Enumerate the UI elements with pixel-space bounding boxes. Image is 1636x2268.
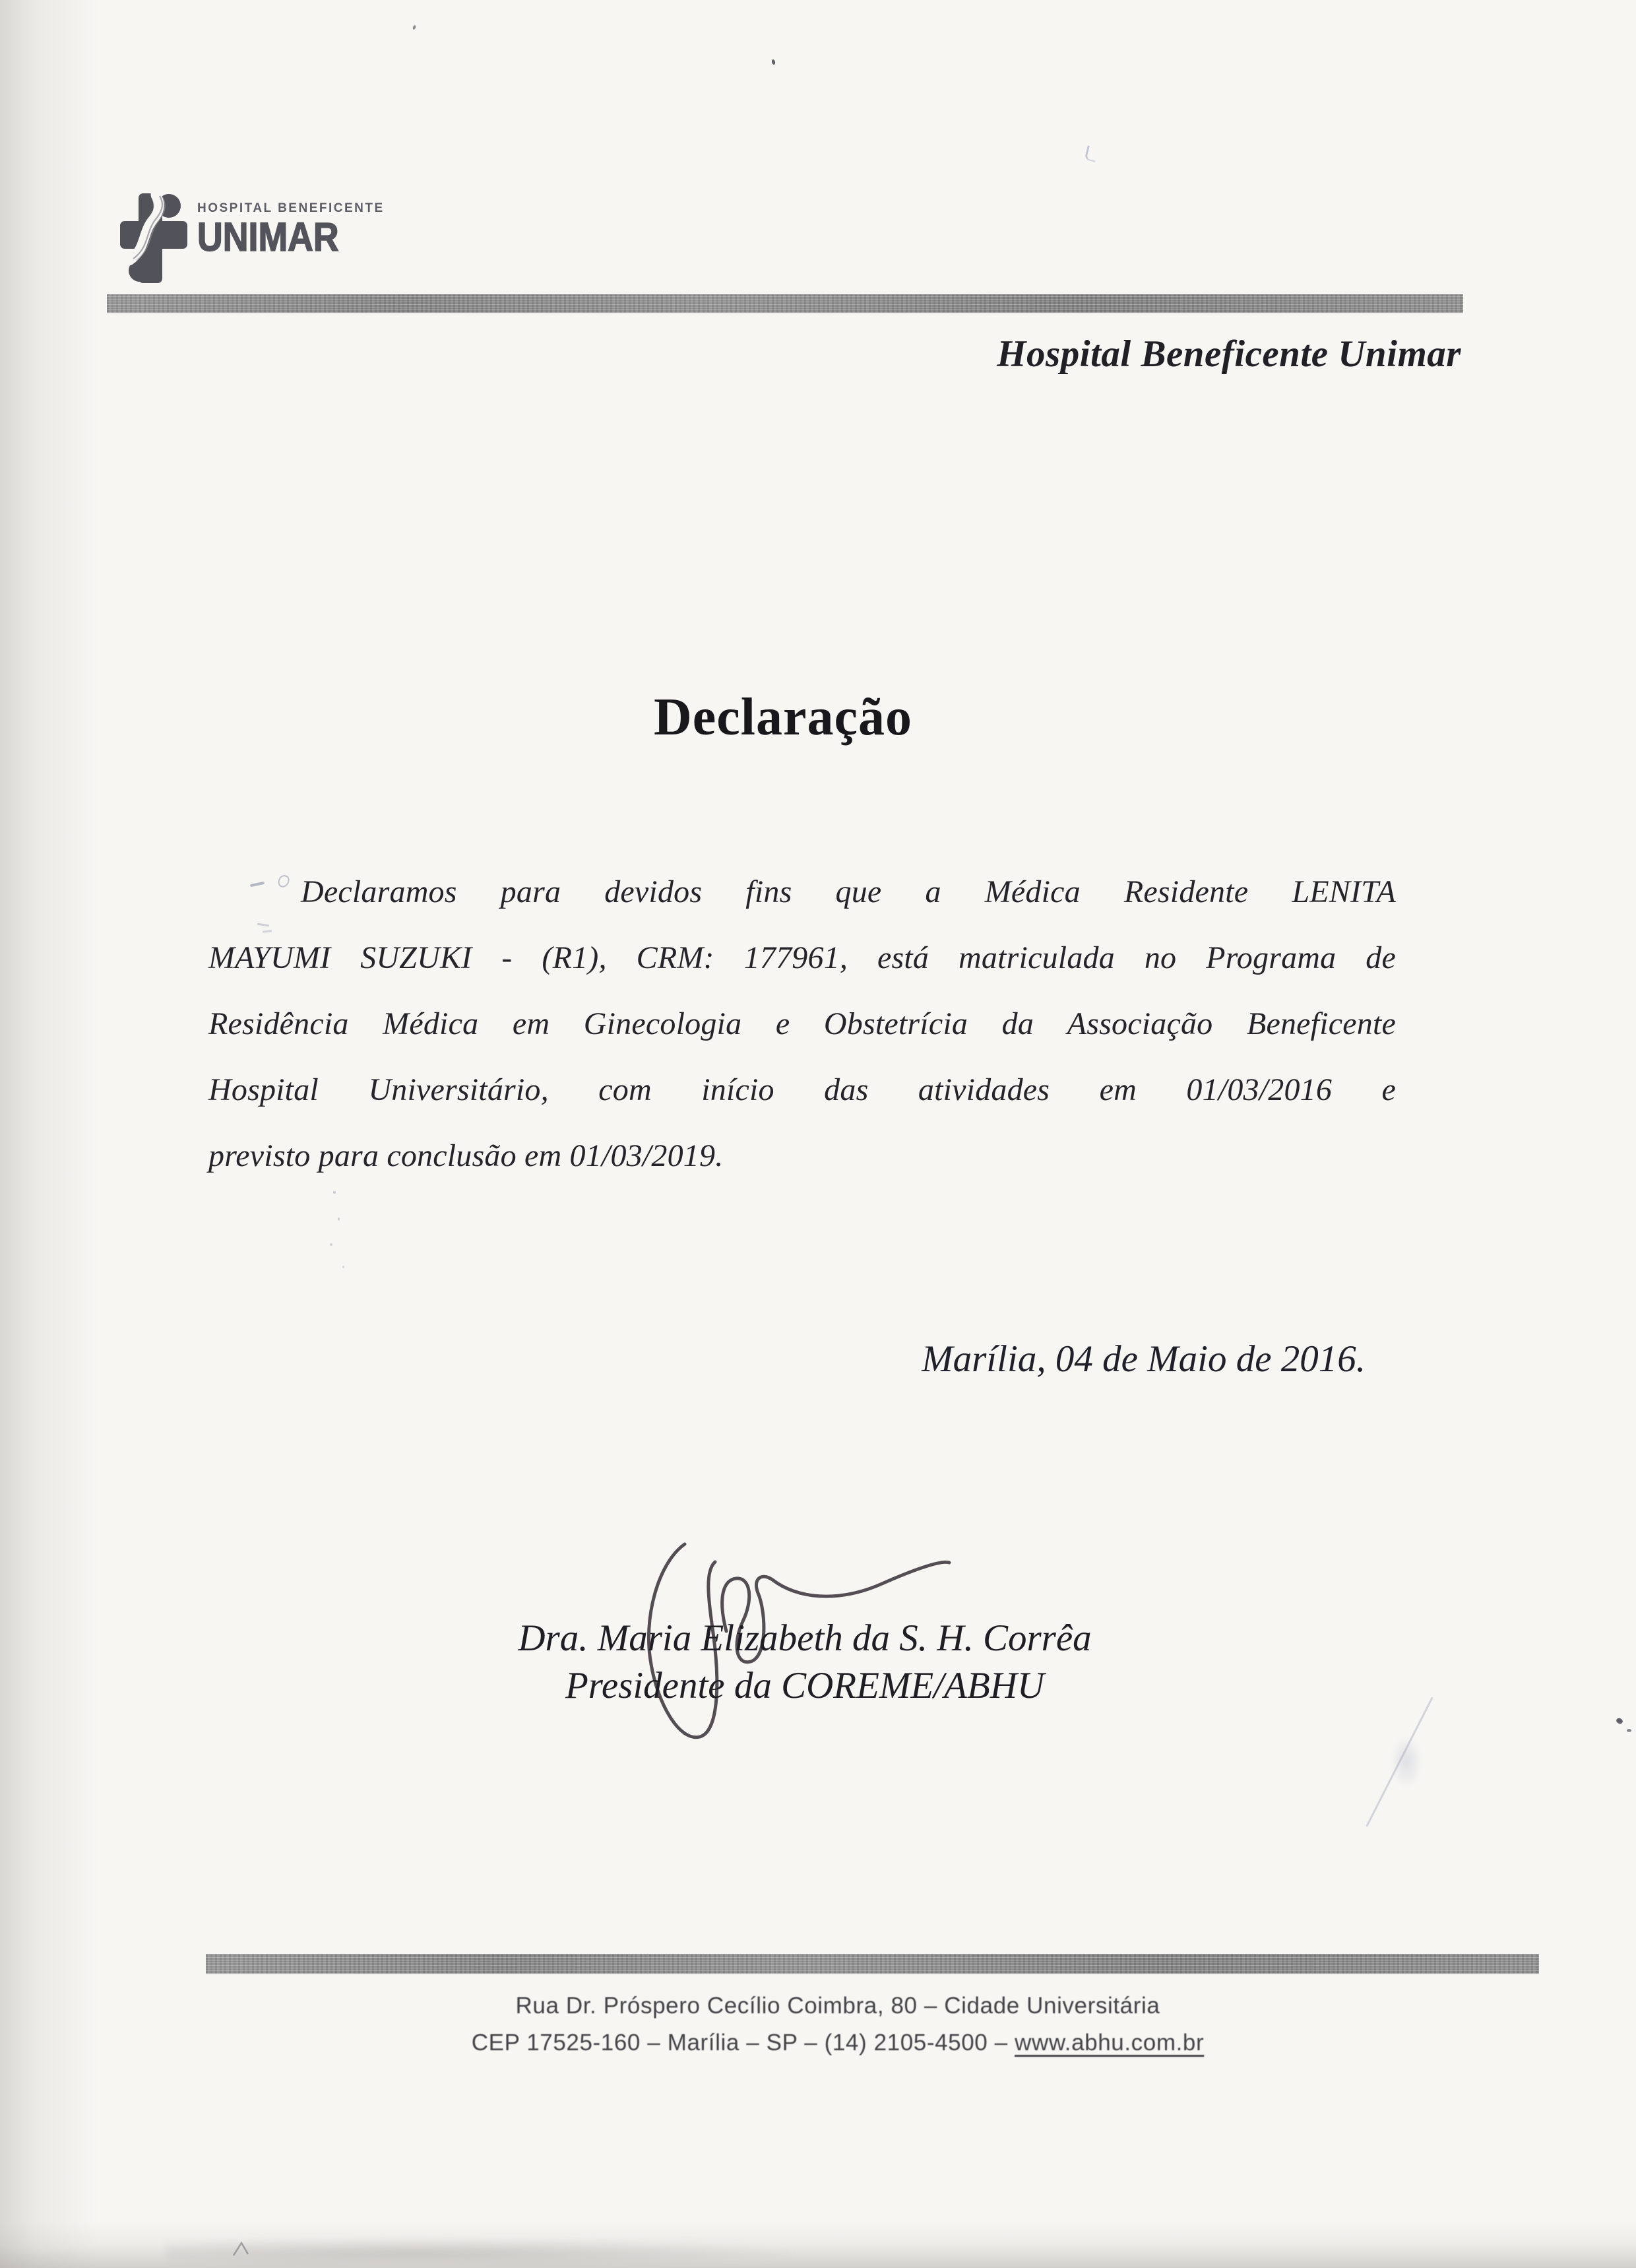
org-name: Hospital Beneficente Unimar bbox=[997, 333, 1461, 375]
scan-smudge bbox=[165, 2238, 792, 2266]
body-line: Declaramos para devidos fins que a Médica Residente LENITA bbox=[301, 874, 1396, 909]
footer-contact-text: CEP 17525-160 – Marília – SP – (14) 2105-4500 – bbox=[471, 2030, 1015, 2056]
paper-crease-smudge bbox=[1391, 1735, 1422, 1788]
scan-speck bbox=[412, 25, 416, 30]
footer-address: Rua Dr. Próspero Cecílio Coimbra, 80 – Cidade Universitária bbox=[515, 1993, 1160, 2019]
website-link: www.abhu.com.br bbox=[1015, 2030, 1205, 2056]
scan-speck bbox=[1627, 1729, 1631, 1732]
cross-ribbon-icon bbox=[120, 193, 187, 283]
signatory-name: Dra. Maria Elizabeth da S. H. Corrêa bbox=[518, 1617, 1092, 1659]
scan-pencil-mark bbox=[1085, 145, 1099, 162]
footer-contact bbox=[40, 2030, 1636, 2056]
body-line: Residência Médica em Ginecologia e Obstetrícia da Associação Beneficente bbox=[208, 1006, 1396, 1041]
scan-speck bbox=[330, 1243, 332, 1246]
paper-crease bbox=[1366, 1697, 1433, 1827]
scan-speck bbox=[333, 1191, 336, 1194]
body-paragraph bbox=[208, 859, 1396, 1189]
scan-caret-mark bbox=[232, 2241, 253, 2257]
footer-rule bbox=[206, 1954, 1539, 1974]
date-line: Marília, 04 de Maio de 2016. bbox=[922, 1338, 1366, 1380]
logo-tagline: HOSPITAL BENEFICENTE bbox=[197, 201, 385, 215]
body-line: Hospital Universitário, com início das atividades em 01/03/2016 e bbox=[208, 1072, 1396, 1107]
scan-speck bbox=[338, 1217, 340, 1221]
logo-wordmark bbox=[197, 201, 385, 259]
body-line: MAYUMI SUZUKI - (R1), CRM: 177961, está matriculada no Programa de bbox=[208, 940, 1396, 975]
document-title: Declaração bbox=[653, 688, 913, 746]
body-line: previsto para conclusão em 01/03/2019. bbox=[208, 1138, 724, 1173]
scan-speck bbox=[342, 1266, 344, 1268]
header-rule bbox=[107, 294, 1463, 313]
signature-block bbox=[211, 1614, 1399, 1709]
scan-speck bbox=[1616, 1717, 1623, 1724]
scan-speck bbox=[771, 59, 776, 65]
signatory-role: Presidente da COREME/ABHU bbox=[565, 1665, 1045, 1706]
logo-brand-name: UNIMAR bbox=[197, 214, 339, 259]
